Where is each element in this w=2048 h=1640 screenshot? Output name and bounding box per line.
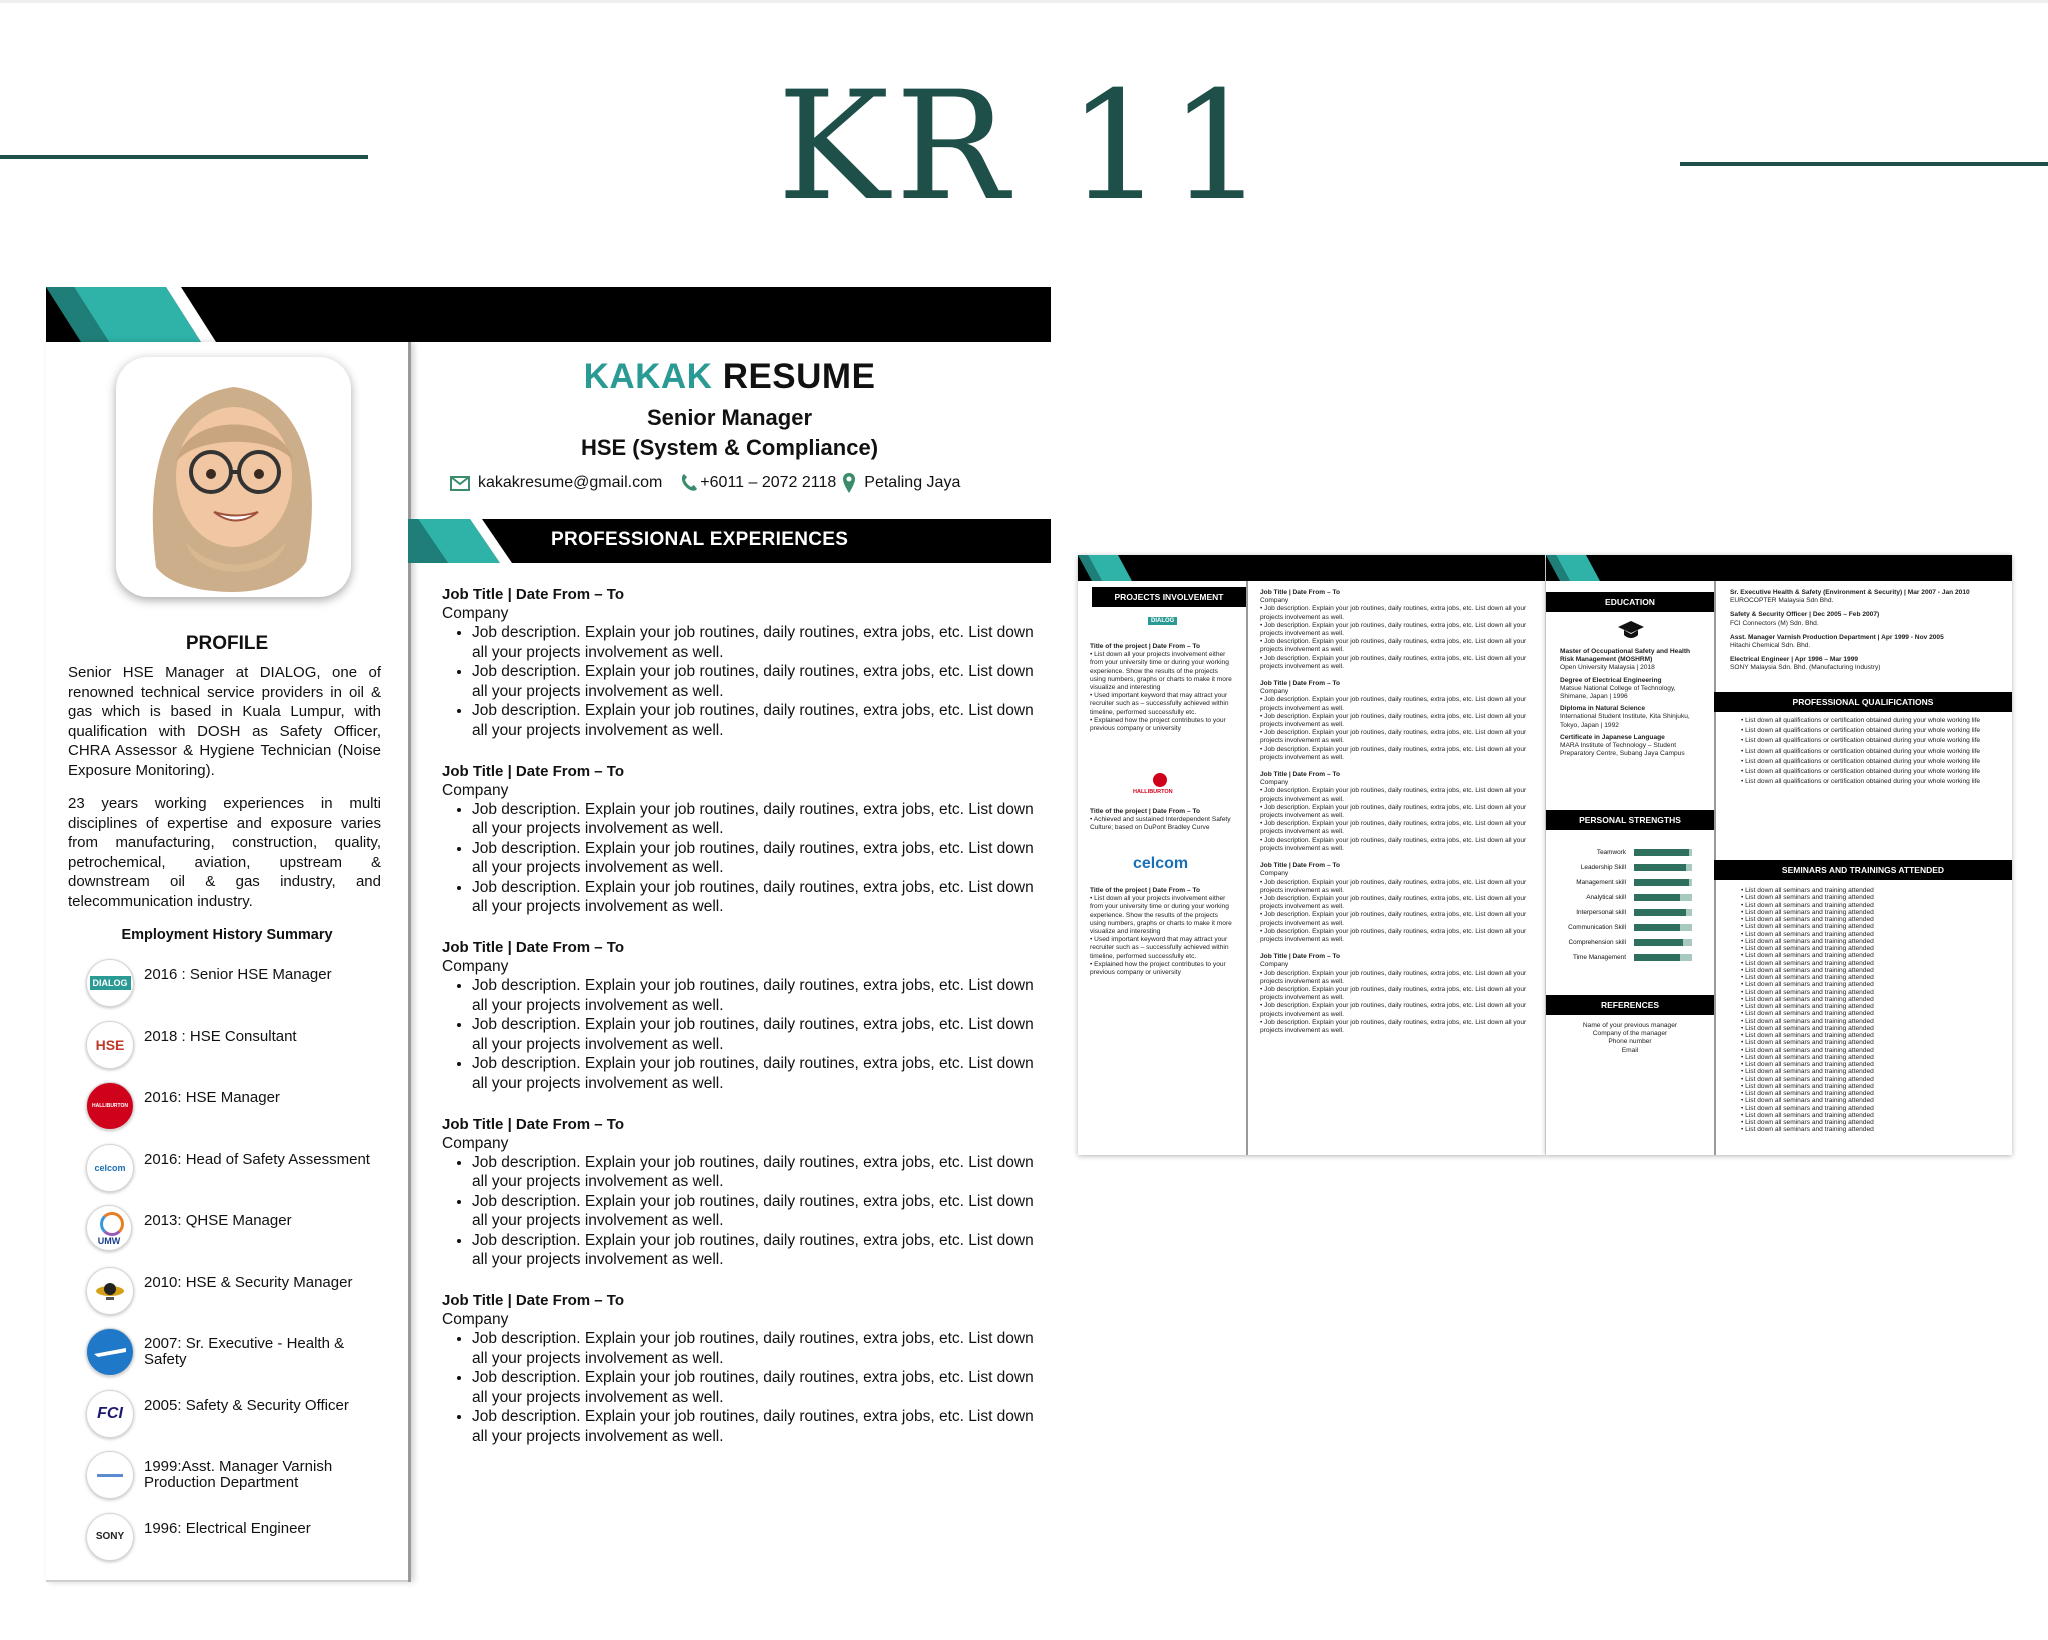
job-title: Job Title | Date From – To	[442, 586, 624, 603]
strength-row: Leadership Skill	[1554, 860, 1714, 875]
thumb2-seminars-bar: SEMINARS AND TRAININGS ATTENDED	[1714, 860, 2012, 880]
hse-logo: HSE	[86, 1021, 134, 1069]
thumb-dialog-logo: DIALOG	[1148, 617, 1177, 625]
experience-list	[442, 585, 1052, 1468]
job-bullets	[442, 976, 1052, 1093]
thumb-experience-list	[1260, 589, 1535, 1044]
thumb2-references-list: Name of your previous manager Company of the manager Phone number Email	[1582, 1022, 1678, 1054]
strength-row: Interpersonal skill	[1554, 905, 1714, 920]
job-entry	[442, 585, 1052, 762]
profile-heading: PROFILE	[185, 633, 269, 654]
thumb-project-3: Title of the project | Date From – To • List down all your projects involvement either from your university time or during your working experience. Show the results of the projects using numbers, graphs or charts to make it more visualize and interesting • Used important keyword that may attract your recruiter such as – successfully achieved within timeline, performed successfully etc. • Explained how the project contributes to your previous company or university	[1090, 887, 1235, 977]
employment-item	[86, 959, 396, 1021]
thumb2-seminars-list: • List down all seminars and training attended • List down all seminars and training attended • List down all seminars and training attended • List down all seminars and training attended • List down all seminars and training attended • List down all seminars and training attended • List down all seminars and training attended • List down all seminars and training attended • List down all seminars and training attended • List down all seminars and training attended • List down all seminars and training attended • List down all seminars and training attended • List down all seminars and training attended • List down all seminars and training attended • List down all seminars and training attended • List down all seminars and training attended • List down all seminars and training attended • List down all seminars and training attended • List down all seminars and training attended • List down all seminars and training attended • List down all seminars and training attended • List down all seminars and training attended • List down all seminars and training attended • List down all seminars and training attended • List down all seminars and training attended • List down all seminars and training attended • List down all seminars and training attended • List down all seminars and training attended • List down all seminars and training attended • List down all seminars and training attended • List down all seminars and training attended • List down all seminars and training attended • List down all seminars and training attended • List down all seminars and training attended	[1741, 887, 1996, 1134]
listing-title: KR 11	[777, 60, 1271, 234]
job-description: • Job description. Explain your job routines, daily routines, extra jobs, etc. List down all your projects involvement as well.	[472, 976, 1052, 1015]
thumb2-qualifications-list: • List down all qualifications or certification obtained during your whole working life • List down all qualifications or certification obtained during your whole working life • List down all qualifications or certification obtained during your whole working life • List down all qualifications or certification obtained during your whole working life • List down all qualifications or certification obtained during your whole working life • List down all qualifications or certification obtained during your whole working life • List down all qualifications or certification obtained during your whole working life	[1741, 717, 1996, 788]
job-title: Job Title | Date From – To	[442, 1115, 624, 1133]
strength-row: Management skill	[1554, 875, 1714, 890]
strength-row: Comprehension skill	[1554, 935, 1714, 950]
thumb2-qualifications-bar: PROFESSIONAL QUALIFICATIONS	[1714, 692, 2012, 712]
strength-level-bar	[1634, 864, 1692, 871]
profile-avatar	[116, 357, 351, 597]
thumb2-references-bar: REFERENCES	[1546, 995, 1714, 1015]
job-description: • Job description. Explain your job routines, daily routines, extra jobs, etc. List down all your projects involvement as well.	[472, 1192, 1052, 1231]
phone-icon	[680, 473, 698, 493]
strength-level-bar	[1634, 954, 1692, 961]
job-description: • Job description. Explain your job routines, daily routines, extra jobs, etc. List down all your projects involvement as well.	[472, 1407, 1052, 1446]
thumb2-banner-stripes	[1546, 555, 1606, 581]
thumb-job-entry: Job Title | Date From – To Company • Job description. Explain your job routines, daily routines, extra jobs, etc. List down all your projects involvement as well. • Job description. Explain your job routines, daily routines, extra jobs, etc. List down all your projects involvement as well. • Job description. Explain your job routines, daily routines, extra jobs, etc. List down all your projects involvement as well. • Job description. Explain your job routines, daily routines, extra jobs, etc. List down all your projects involvement as well.	[1260, 771, 1535, 853]
employment-text: 1999:Asst. Manager Varnish Production Department	[144, 1458, 333, 1491]
thumb-project-1: Title of the project | Date From – To • List down all your projects involvement either from your university time or during your working experience. Show the results of the projects using numbers, graphs or charts to make it more visualize and interesting • Used important keyword that may attract your recruiter such as – successfully achieved within timeline, performed successfully etc. • Explained how the project contributes to your previous company or university	[1090, 643, 1235, 733]
job-title: Job Title | Date From – To	[442, 1292, 624, 1309]
employment-heading: Employment History Summary	[121, 927, 333, 943]
job-description: • Job description. Explain your job routines, daily routines, extra jobs, etc. List down all your projects involvement as well.	[472, 1368, 1052, 1407]
strength-level-bar	[1634, 894, 1692, 901]
thumb2-banner	[1546, 555, 2012, 581]
employment-text: 2010: HSE & Security Manager	[144, 1273, 353, 1291]
employment-item	[86, 1144, 396, 1206]
job-description: • Job description. Explain your job routines, daily routines, extra jobs, etc. List down all your projects involvement as well.	[472, 1153, 1052, 1192]
job-description: • Job description. Explain your job routines, daily routines, extra jobs, etc. List down all your projects involvement as well.	[472, 878, 1052, 917]
job-bullets	[442, 623, 1052, 740]
strength-level-bar	[1634, 924, 1692, 931]
sony-logo: SONY	[86, 1513, 134, 1561]
employment-list	[86, 959, 396, 1574]
name-first: KAKAK	[583, 357, 713, 396]
location-text: Petaling Jaya	[864, 474, 961, 491]
employment-text: 2016: HSE Manager	[144, 1089, 280, 1106]
dialog-logo: DIALOG	[86, 959, 134, 1007]
thumb2-education-bar: EDUCATION	[1546, 592, 1714, 612]
job-entry	[442, 762, 1052, 939]
section-stripes	[408, 519, 548, 563]
fci-logo: FCI	[86, 1390, 134, 1438]
sidebar-bottom-edge	[46, 1580, 408, 1582]
thumb-job-entry: Job Title | Date From – To Company • Job description. Explain your job routines, daily routines, extra jobs, etc. List down all your projects involvement as well. • Job description. Explain your job routines, daily routines, extra jobs, etc. List down all your projects involvement as well. • Job description. Explain your job routines, daily routines, extra jobs, etc. List down all your projects involvement as well. • Job description. Explain your job routines, daily routines, extra jobs, etc. List down all your projects involvement as well.	[1260, 589, 1535, 671]
email-text: kakakresume@gmail.com	[478, 474, 663, 491]
avatar-illustration	[116, 357, 351, 597]
job-company: Company	[442, 1311, 509, 1328]
employment-item	[86, 1082, 396, 1144]
employment-item	[86, 1390, 396, 1452]
strength-level-bar	[1634, 879, 1692, 886]
graduation-cap-icon	[1618, 621, 1644, 644]
thumb-projects-bar: PROJECTS INVOLVEMENT	[1092, 587, 1246, 607]
role-line-2: HSE (System & Compliance)	[580, 435, 879, 460]
thumb-banner-stripes	[1078, 555, 1138, 581]
employment-item	[86, 1451, 396, 1513]
phone-text: +6011 – 2072 2118	[700, 474, 837, 491]
banner-stripes	[46, 287, 246, 342]
job-company: Company	[442, 605, 509, 622]
thumb-job-entry: Job Title | Date From – To Company • Job description. Explain your job routines, daily routines, extra jobs, etc. List down all your projects involvement as well. • Job description. Explain your job routines, daily routines, extra jobs, etc. List down all your projects involvement as well. • Job description. Explain your job routines, daily routines, extra jobs, etc. List down all your projects involvement as well. • Job description. Explain your job routines, daily routines, extra jobs, etc. List down all your projects involvement as well.	[1260, 953, 1535, 1035]
role-line-1: Senior Manager	[646, 405, 813, 430]
job-description: • Job description. Explain your job routines, daily routines, extra jobs, etc. List down all your projects involvement as well.	[472, 1015, 1052, 1054]
halliburton-logo: HALLIBURTON	[86, 1082, 134, 1130]
job-entry	[442, 1115, 1052, 1292]
employment-item	[86, 1205, 396, 1267]
employment-item	[86, 1021, 396, 1083]
job-entry	[442, 1291, 1052, 1468]
thumb2-strengths-bar: PERSONAL STRENGTHS	[1546, 810, 1714, 830]
thumb-job-entry: Job Title | Date From – To Company • Job description. Explain your job routines, daily routines, extra jobs, etc. List down all your projects involvement as well. • Job description. Explain your job routines, daily routines, extra jobs, etc. List down all your projects involvement as well. • Job description. Explain your job routines, daily routines, extra jobs, etc. List down all your projects involvement as well. • Job description. Explain your job routines, daily routines, extra jobs, etc. List down all your projects involvement as well.	[1260, 862, 1535, 944]
strength-row: Teamwork	[1554, 845, 1714, 860]
resume-thumbnail-page-3	[1546, 555, 2012, 1155]
thumb-project-2: Title of the project | Date From – To • Achieved and sustained Interdependent Safety Culture; based on DuPont Bradley Curve	[1090, 808, 1235, 833]
strength-level-bar	[1634, 849, 1692, 856]
job-company: Company	[442, 958, 509, 975]
job-bullets	[442, 1153, 1052, 1270]
job-description: • Job description. Explain your job routines, daily routines, extra jobs, etc. List down all your projects involvement as well.	[472, 701, 1052, 740]
resume-name	[408, 357, 1051, 397]
employment-text: 2013: QHSE Manager	[144, 1212, 292, 1229]
employment-item	[86, 1513, 396, 1575]
eurocopter-logo	[86, 1328, 134, 1376]
location-pin-icon	[842, 472, 856, 494]
thumb-job-entry: Job Title | Date From – To Company • Job description. Explain your job routines, daily routines, extra jobs, etc. List down all your projects involvement as well. • Job description. Explain your job routines, daily routines, extra jobs, etc. List down all your projects involvement as well. • Job description. Explain your job routines, daily routines, extra jobs, etc. List down all your projects involvement as well. • Job description. Explain your job routines, daily routines, extra jobs, etc. List down all your projects involvement as well.	[1260, 680, 1535, 762]
strength-row: Time Management	[1554, 950, 1714, 965]
employment-text: 2005: Safety & Security Officer	[144, 1396, 349, 1414]
thumb2-strengths-list	[1554, 845, 1714, 965]
hitachi-chemical-logo	[86, 1451, 134, 1499]
job-description: • Job description. Explain your job routines, daily routines, extra jobs, etc. List down all your projects involvement as well.	[472, 1231, 1052, 1270]
name-second: RESUME	[722, 357, 876, 396]
employment-item	[86, 1328, 396, 1390]
strength-row: Communication Skill	[1554, 920, 1714, 935]
resume-page-1	[46, 287, 1051, 1587]
thumb-halliburton-mark	[1153, 773, 1167, 787]
contact-row	[450, 472, 1050, 494]
job-bullets	[442, 800, 1052, 917]
job-description: • Job description. Explain your job routines, daily routines, extra jobs, etc. List down all your projects involvement as well.	[472, 800, 1052, 839]
job-description: • Job description. Explain your job routines, daily routines, extra jobs, etc. List down all your projects involvement as well.	[472, 1329, 1052, 1368]
strength-level-bar	[1634, 909, 1692, 916]
job-title: Job Title | Date From – To	[442, 939, 624, 956]
employment-text: 1996: Electrical Engineer	[144, 1519, 311, 1537]
thumb-halliburton-logo: HALLIBURTON	[1133, 789, 1173, 795]
thumb2-education-list: Master of Occupational Safety and Health Risk Management (MOSHRM) Open University Malaysia | 2018 Degree of Electrical Engineering Matsue National College of Technology, Shimane, Japan | 1996 Diploma in Natural Science International Student Institute, Kita Shinjuku, Tokyo, Japan | 1992 Certificate in Japanese Language MARA Institute of Technology – Student Preparatory Centre, Subang Jaya Campus	[1560, 648, 1691, 758]
aviation-logo	[86, 1267, 134, 1315]
celcom-logo: celcom	[86, 1144, 134, 1192]
job-title: Job Title | Date From – To	[442, 762, 624, 780]
job-entry	[442, 938, 1052, 1115]
profile-experience: 23 years working experiences in multi disciplines of expertise and exposure varies from manufacturing, construction, quality, petrochemical, aviation, upstream & downstream oil & gas industry, and telecommunication industry.	[68, 795, 381, 910]
resume-thumbnail-page-2	[1078, 555, 1545, 1155]
strength-level-bar	[1634, 939, 1692, 946]
mail-icon	[450, 476, 470, 491]
employment-text: 2016: Head of Safety Assessment	[144, 1150, 370, 1168]
job-bullets	[442, 1329, 1052, 1446]
job-description: • Job description. Explain your job routines, daily routines, extra jobs, etc. List down all your projects involvement as well.	[472, 623, 1052, 662]
thumb-celcom-logo: celcom	[1133, 855, 1189, 872]
job-description: • Job description. Explain your job routines, daily routines, extra jobs, etc. List down all your projects involvement as well.	[472, 839, 1052, 878]
thumb-banner	[1078, 555, 1545, 581]
umw-logo: UMW	[86, 1205, 132, 1251]
section-title: PROFESSIONAL EXPERIENCES	[551, 529, 849, 550]
job-description: • Job description. Explain your job routines, daily routines, extra jobs, etc. List down all your projects involvement as well.	[472, 1054, 1052, 1093]
employment-text: 2016 : Senior HSE Manager	[144, 966, 332, 983]
job-company: Company	[442, 1134, 509, 1152]
top-border	[0, 0, 2048, 3]
strength-row: Analytical skill	[1554, 890, 1714, 905]
job-description: • Job description. Explain your job routines, daily routines, extra jobs, etc. List down all your projects involvement as well.	[472, 662, 1052, 701]
employment-item	[86, 1267, 396, 1329]
employment-text: 2018 : HSE Consultant	[144, 1027, 297, 1045]
job-company: Company	[442, 781, 509, 799]
employment-text: 2007: Sr. Executive - Health & Safety	[144, 1335, 345, 1368]
thumb2-experience-list: Sr. Executive Health & Safety (Environment & Security) | Mar 2007 - Jan 2010 EUROCOPTER Malaysia Sdn Bhd. Safety & Security Officer | Dec 2005 – Feb 2007) FCI Connectors (M) Sdn. Bhd. Asst. Manager Varnish Production Department | Apr 1999 - Nov 2005 Hitachi Chemical Sdn. Bhd. Electrical Engineer | Apr 1996 – Mar 1999 SONY Malaysia Sdn. Bhd. (Manufacturing Industry)	[1730, 589, 1970, 672]
profile-summary: Senior HSE Manager at DIALOG, one of renowned technical service providers in oil & gas which is based in Kuala Lumpur, with qualification with DOSH as Safety Officer, CHRA Assessor & Hygiene Technician (Noise Exposure Monitoring).	[68, 664, 381, 779]
